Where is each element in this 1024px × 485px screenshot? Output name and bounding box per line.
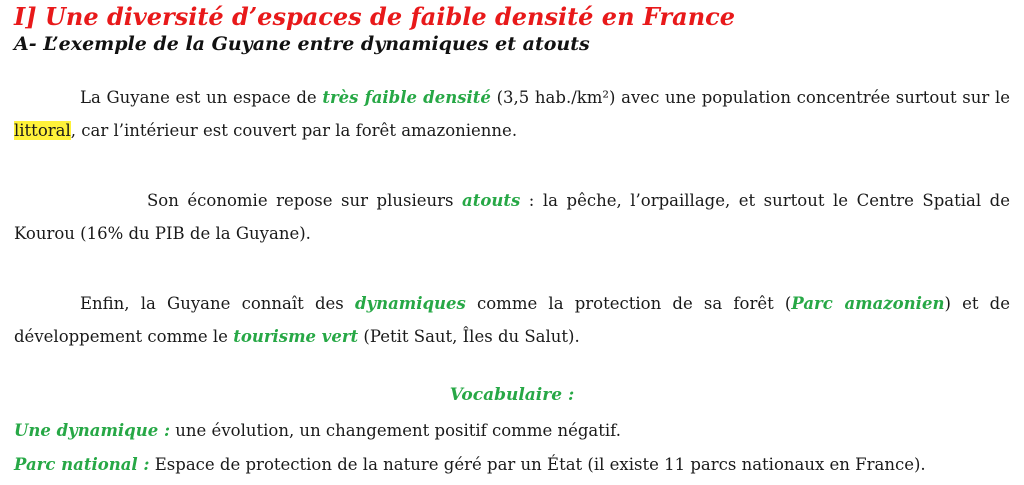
vocabulary-title: Vocabulaire : — [449, 385, 575, 405]
paragraph-dynamics — [14, 287, 1010, 353]
keyword-parc-amazonien: Parc amazonien — [791, 294, 945, 313]
main-title: I] Une diversité d’espaces de faible densité en France — [14, 2, 736, 31]
paragraph-text: : la pêche, l’orpaillage, et surtout le Centre Spatial de Kourou (16% du PIB de la Guyane). — [14, 191, 1010, 243]
document-page — [14, 0, 1010, 485]
paragraph-text: comme la protection de sa forêt ( — [465, 294, 792, 313]
paragraph-economy — [14, 184, 1010, 250]
definition-dynamique — [14, 416, 1010, 446]
section-subtitle: A- L’exemple de la Guyane entre dynamiques et atouts — [14, 33, 590, 55]
definition-text: une évolution, un changement positif comme négatif. — [170, 421, 621, 440]
highlight-littoral: littoral — [14, 121, 71, 140]
definition-term: Parc national : — [14, 455, 150, 474]
paragraph-density — [14, 81, 1010, 147]
definition-term: Une dynamique : — [14, 421, 171, 440]
paragraph-text: Son économie repose sur plusieurs — [147, 191, 463, 210]
paragraph-text: Enfin, la Guyane connaît des — [80, 294, 355, 313]
paragraph-text: ) et de développement comme le — [14, 294, 1010, 346]
definition-text: Espace de protection de la nature géré par un État (il existe 11 parcs nationaux en France). — [149, 455, 926, 474]
keyword-dynamiques: dynamiques — [354, 294, 466, 313]
paragraph-text: La Guyane est un espace de — [80, 88, 323, 107]
keyword-atouts: atouts — [462, 191, 521, 210]
keyword-tourisme-vert: tourisme vert — [233, 327, 359, 346]
keyword-tres-faible-densite: très faible densité — [322, 88, 491, 107]
definition-parc-national — [14, 450, 1010, 480]
paragraph-text: , car l’intérieur est couvert par la forêt amazonienne. — [70, 121, 518, 140]
paragraph-text: (3,5 hab./km²) avec une population concentrée surtout sur le — [490, 88, 1011, 107]
paragraph-text: (Petit Saut, Îles du Salut). — [358, 327, 580, 346]
